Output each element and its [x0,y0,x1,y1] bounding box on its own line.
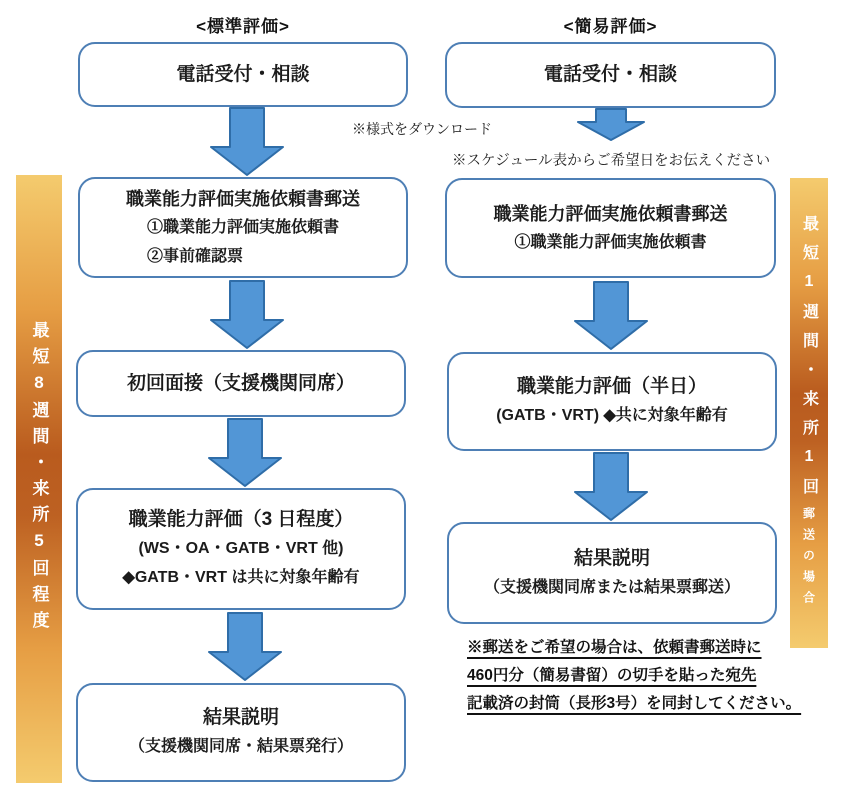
down-arrow-icon [209,107,285,177]
down-arrow-icon [573,452,649,522]
step-detail-line: （支援機関同席・結果票発行） [128,738,353,755]
step-detail-line: (WS・OA・GATB・VRT 他) [138,540,344,557]
step-detail-line: （支援機関同席または結果票郵送） [483,578,740,596]
simple-duration-label-main: 最短1週間・来所1回 [800,214,818,507]
step-detail-line: ②事前確認票 [146,247,243,265]
step-title: 初回面接（支援機関同席） [126,372,355,394]
simple-step-results-box [447,522,777,624]
simple-duration-bar [790,178,828,648]
step-detail-line: ①職業能力評価実施依頼書 [146,218,339,236]
down-arrow-icon [209,280,285,350]
download-form-note: ※様式をダウンロード [352,121,492,137]
standard-step-interview-box [76,350,406,417]
step-title: 職業能力評価（3 日程度） [128,509,354,530]
down-arrow-small-icon [576,108,646,142]
simple-step-assessment-box [447,352,777,451]
standard-step-phone-box [78,42,408,107]
step-detail-line: ①職業能力評価実施依頼書 [514,233,707,251]
simple-column-header: <簡易評価> [563,17,658,36]
step-title: 職業能力評価実施依頼書郵送 [126,188,360,209]
step-title: 結果説明 [202,707,279,728]
step-title: 職業能力評価（半日） [516,376,707,397]
simple-duration-label-sub: 郵送の場合 [801,506,816,612]
down-arrow-icon [207,612,283,682]
step-detail-block [147,213,339,271]
simple-step-request-box [445,178,776,278]
mail-instruction-note [467,634,801,718]
mail-note-line: ※郵送をご希望の場合は、依頼書郵送時に [467,639,762,656]
mail-note-line: 記載済の封筒（長形3号）を同封してください。 [467,695,802,712]
step-title: 電話受付・相談 [176,63,310,85]
simple-duration-label [801,215,818,612]
standard-step-assessment-box [76,488,406,610]
step-title: 電話受付・相談 [543,64,677,85]
down-arrow-icon [573,281,649,351]
step-title: 職業能力評価実施依頼書郵送 [493,203,728,224]
simple-step-phone-box [445,42,776,108]
mail-note-line: 460円分（簡易書留）の切手を貼った宛先 [467,667,757,684]
standard-duration-bar [16,175,62,783]
standard-column-header: <標準評価> [196,17,290,36]
down-arrow-icon [207,418,283,488]
standard-step-request-box [78,177,408,278]
standard-step-results-box [76,683,406,782]
step-detail-line: (GATB・VRT) ◆共に対象年齢有 [496,407,728,424]
step-title: 結果説明 [573,547,650,569]
schedule-note: ※スケジュール表からご希望日をお伝えください [452,153,771,169]
standard-duration-label: 最短8週間・来所5回程度 [29,321,49,637]
step-detail-line: ◆GATB・VRT は共に対象年齢有 [122,569,360,586]
